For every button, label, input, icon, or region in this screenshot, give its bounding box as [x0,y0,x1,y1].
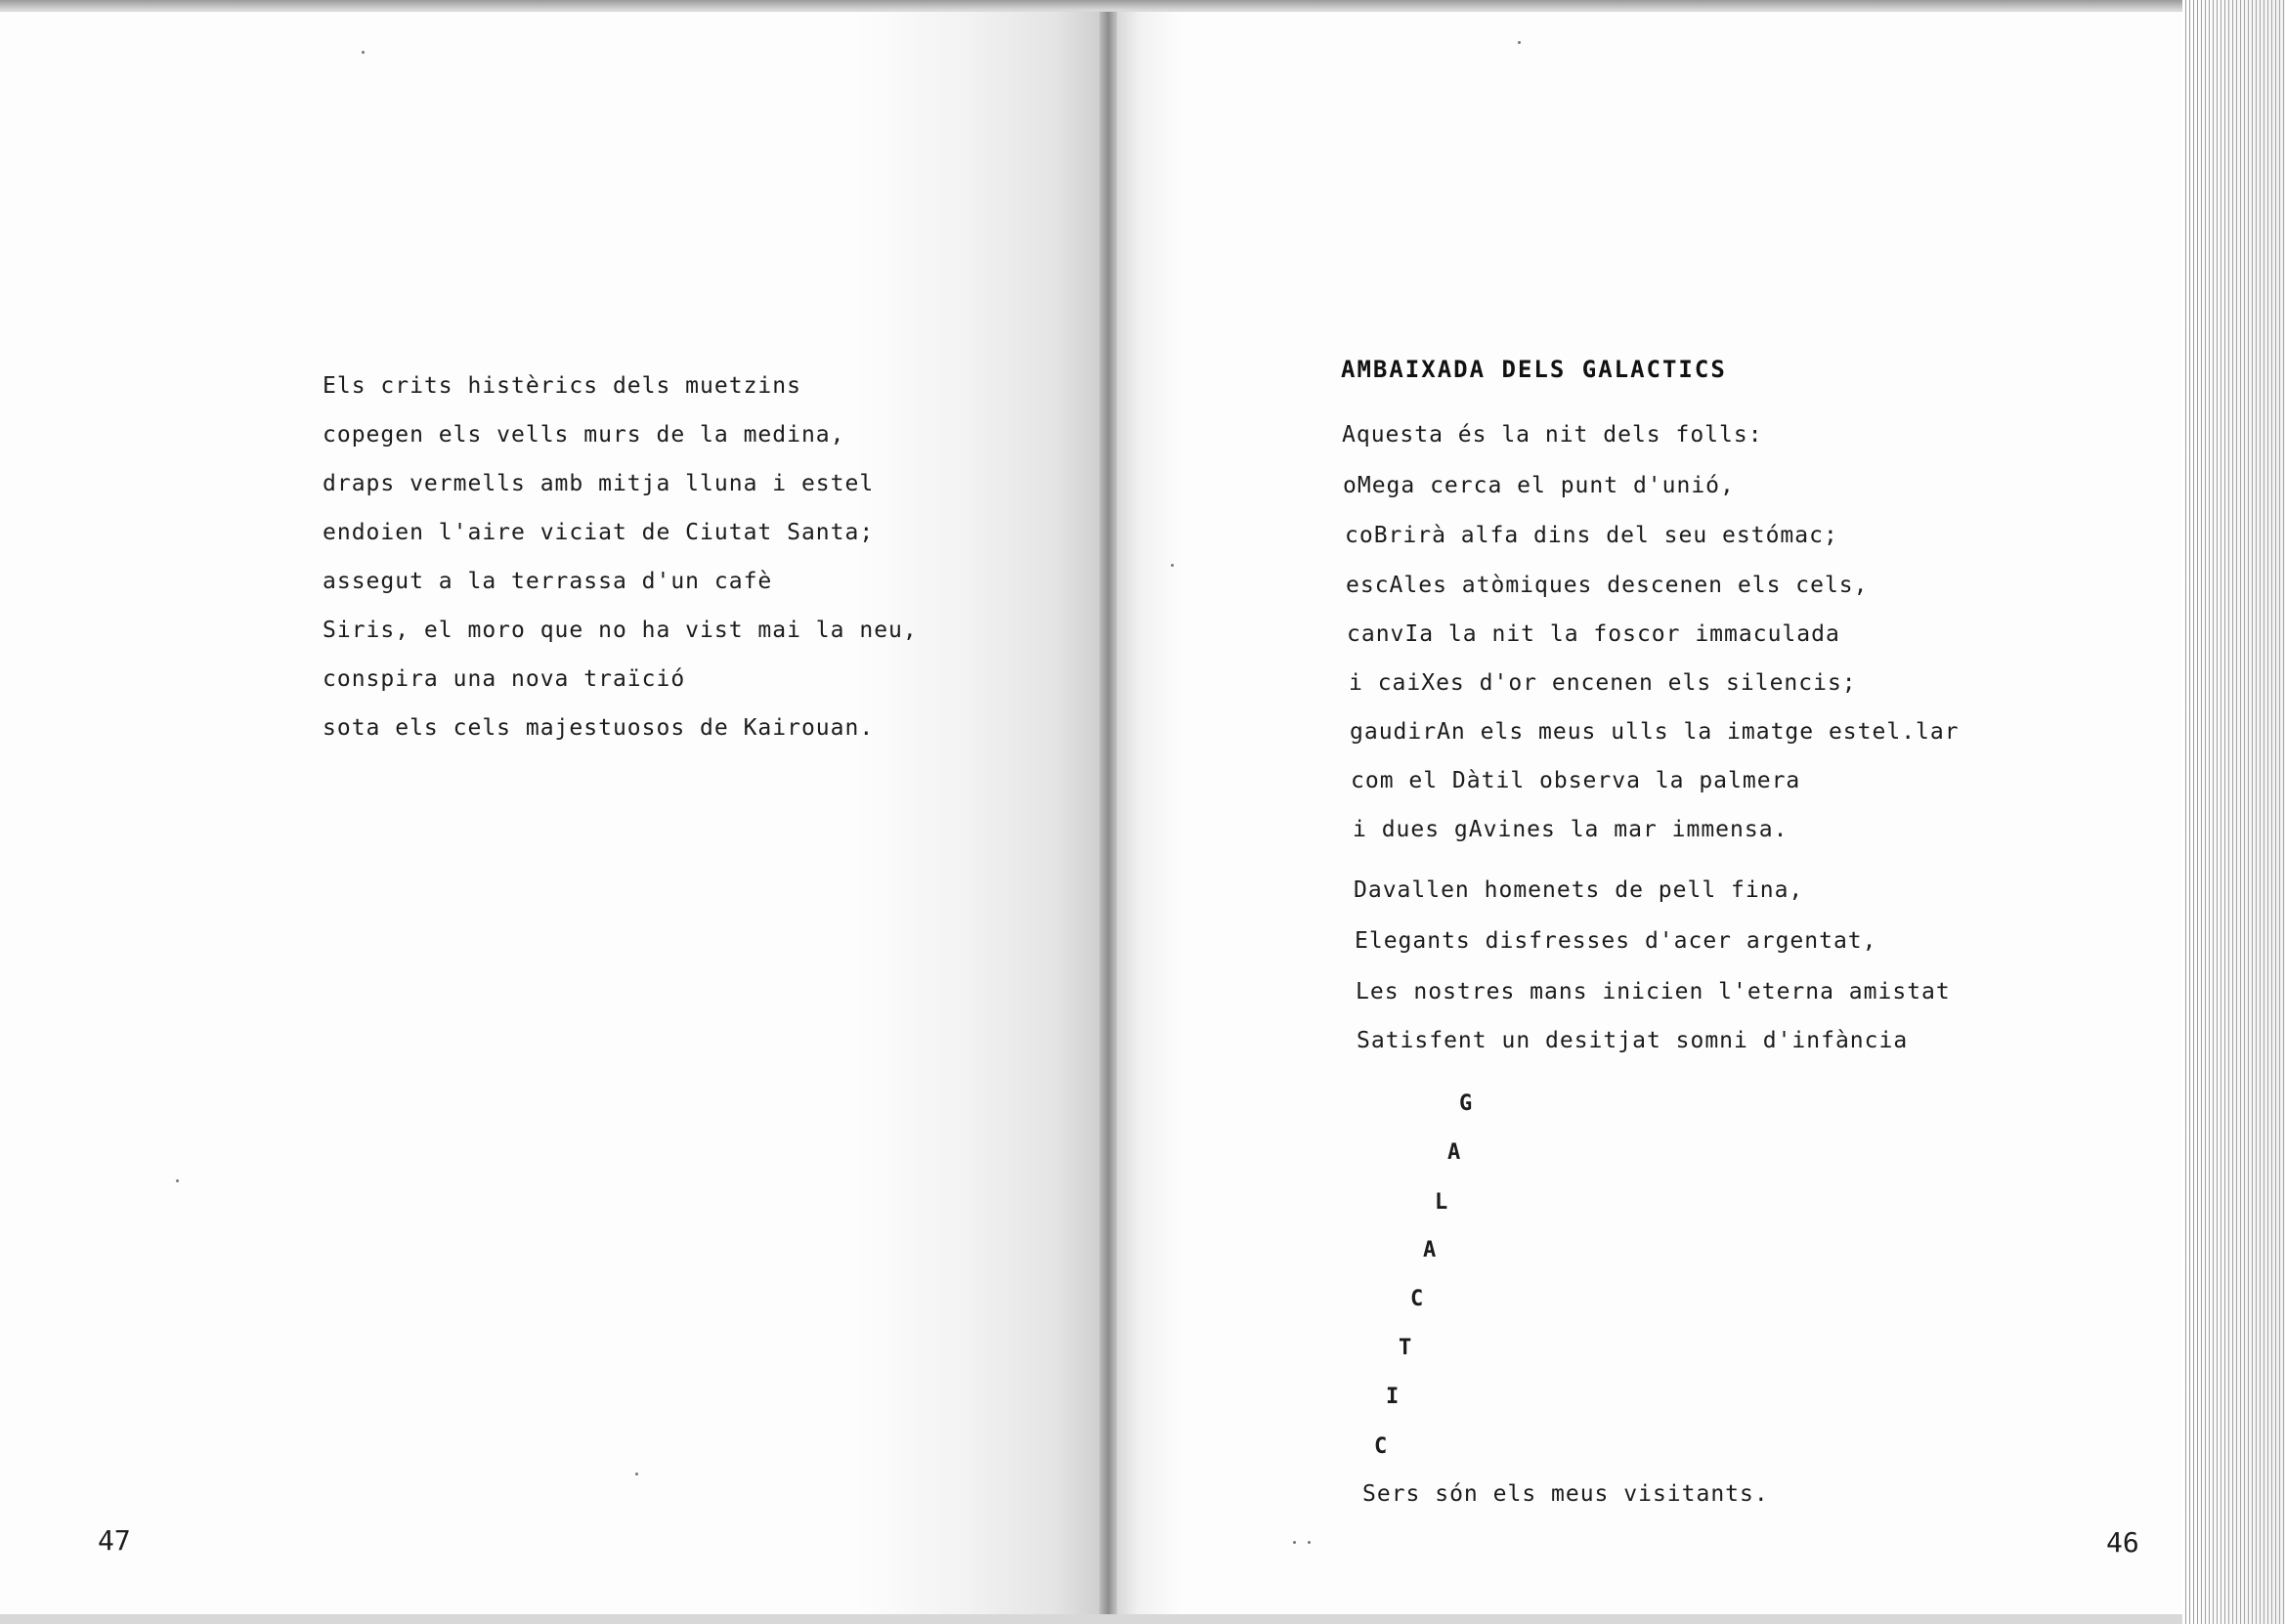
poem-line: escAles atòmiques descenen els cels, [1346,573,1869,598]
left-page [0,12,1099,1614]
poem-line: Siris, el moro que no ha vist mai la neu, [323,618,918,643]
poem-line: assegut a la terrassa d'un cafè [323,569,773,594]
dust-speck [1293,1541,1296,1544]
dust-speck [635,1473,638,1475]
poem-line: Aquesta és la nit dels folls: [1342,422,1763,448]
poem-line: com el Dàtil observa la palmera [1351,768,1801,793]
poem-line: copegen els vells murs de la medina, [323,422,845,448]
poem-line: Davallen homenets de pell fina, [1354,877,1804,903]
poem-line: i caiXes d'or encenen els silencis; [1349,670,1857,696]
vertical-letter: L [1435,1190,1448,1215]
right-page [1117,12,2182,1614]
dust-speck [1171,564,1174,567]
poem-line: i dues gAvines la mar immensa. [1353,817,1789,842]
vertical-letter: C [1410,1287,1424,1311]
page-number-right: 46 [2106,1526,2139,1559]
poem-line: Els crits histèrics dels muetzins [323,373,801,399]
poem-line: draps vermells amb mitja lluna i estel [323,471,875,496]
dust-speck [362,51,365,54]
vertical-letter: G [1459,1091,1473,1116]
poem-line: oMega cerca el punt d'unió, [1343,473,1735,498]
vertical-letter: A [1447,1140,1461,1165]
dust-speck [1518,41,1521,44]
dust-speck [176,1179,179,1182]
closing-line: Sers són els meus visitants. [1362,1481,1769,1507]
poem-title: AMBAIXADA DELS GALACTICS [1341,356,1727,383]
poem-line: canvIa la nit la foscor immaculada [1347,621,1840,647]
poem-line: coBrirà alfa dins del seu estómac; [1345,523,1838,548]
poem-line: Satisfent un desitjat somni d'infància [1357,1028,1909,1053]
poem-line: sota els cels majestuosos de Kairouan. [323,715,875,741]
page-edges [2182,0,2285,1624]
poem-line: conspira una nova traïció [323,666,686,692]
poem-line: endoien l'aire viciat de Ciutat Santa; [323,520,875,545]
poem-line: gaudirAn els meus ulls la imatge estel.lar [1350,719,1960,745]
vertical-letter: C [1374,1434,1388,1459]
poem-line: Les nostres mans inicien l'eterna amistat [1356,979,1951,1004]
vertical-letter: T [1399,1336,1412,1360]
page-number-left: 47 [98,1524,131,1557]
poem-line: Elegants disfresses d'acer argentat, [1355,928,1877,954]
vertical-letter: I [1386,1385,1400,1409]
book-gutter [1099,12,1117,1614]
vertical-letter: A [1423,1238,1437,1262]
dust-speck [1308,1541,1311,1544]
